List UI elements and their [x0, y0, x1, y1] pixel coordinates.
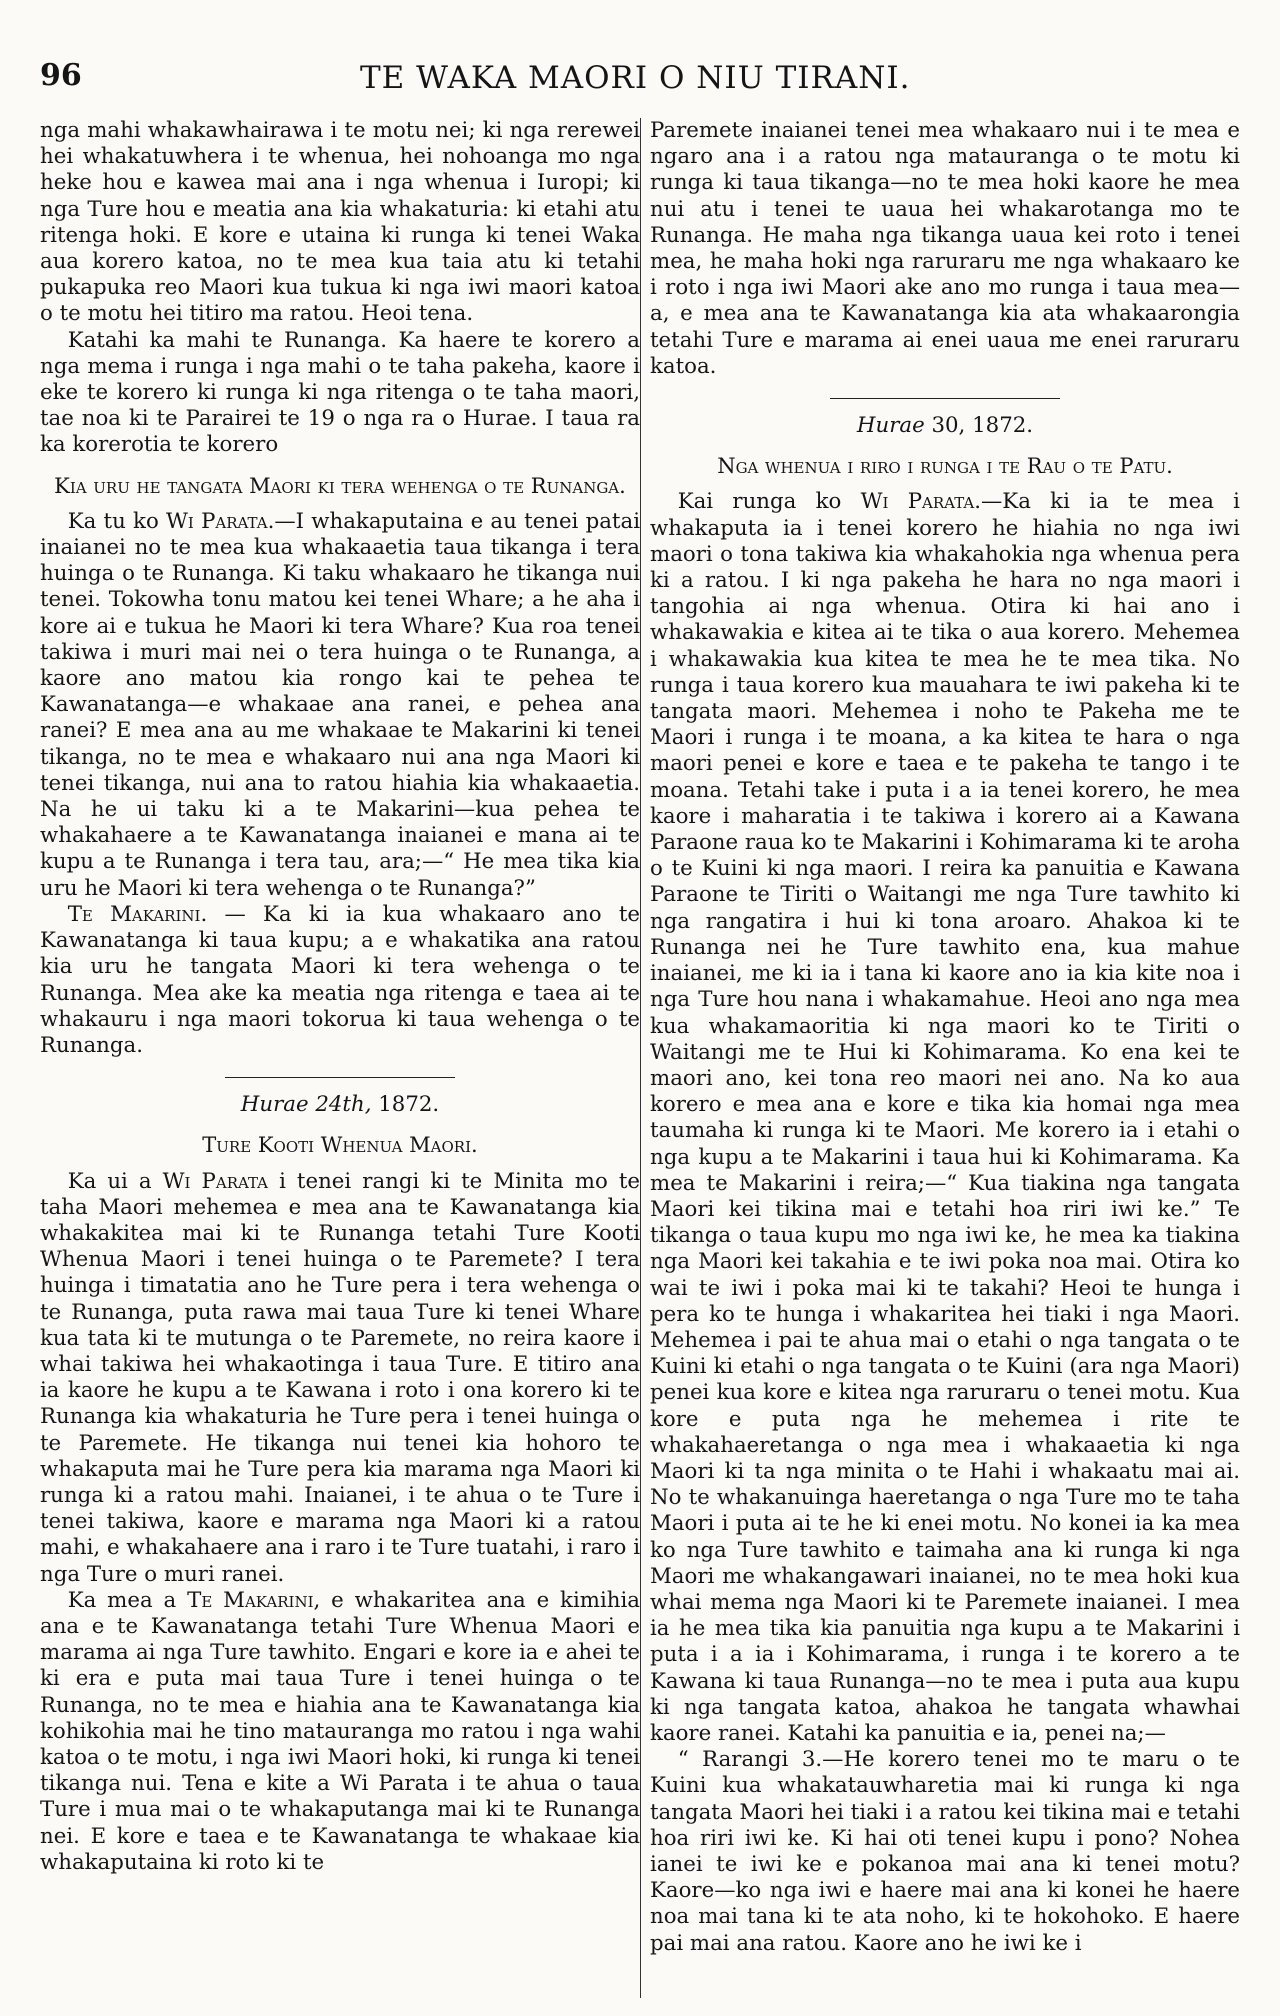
speaker-name: Wi Parata — [860, 489, 975, 515]
paragraph: Katahi ka mahi te Runanga. Ka haere te korero a nga mema i runga i nga mahi o te taha pakeha, kaore i eke te korero ki runga ki nga ritenga o te taha maori, tae noa ki te Parairei te 19 o nga ra o Hurae. I taua ra ka korerotia te korero — [40, 327, 640, 458]
paragraph: nga mahi whakawhairawa i te motu nei; ki nga rerewei hei whakatuwhera i te whenua, hei nohoanga mo nga heke hou e kawea mai ana i nga whenua i Iuropi; ki nga Ture hou e meatia ana kia whakaturia: ki etahi atu ritenga hoki. E kore e utaina ki runga ki tenei Waka aua korero katoa, no te mea kua taia atu ki tetahi pukapuka reo Maori kua tukua ki nga iwi maori katoa o te motu hei titiro ma ratou. Heoi tena. — [40, 118, 640, 327]
speaker-name: Te Makarini — [187, 1587, 314, 1613]
paragraph — [40, 1588, 640, 1876]
speech-text: .—I whakaputaina e au tenei patai inaianei no te mea kua whakaaetia taua tikanga i tera huinga o te Runanga. Ki taku whakaaro he tikanga nui tenei. Tokowha tonu matou kei tenei Whare; a he aha i kore ai e tukua he Maori ki tera Whare? Kua roa tenei takiwa i muri mai nei o tera huinga o te Runanga, a kaore ano matou kia rongo kai te pehea te Kawanatanga—e whakaae ana ranei, e pehea ana ranei? E mea ana au me whakaae te Makarini ki tenei tikanga, no te mea e whakaaro nui ana nga Maori ki tenei tikanga, nui ana to ratou hiahia kia whakaaetia. Na he ui taku ki a te Makarini—kua pehea te whakahaere a te Kawanatanga inaianei e mana ai te kupu a te Runanga i tera tau, ara;—“ He mea tika kia uru he Maori ki tera wehenga o te Runanga?” — [40, 508, 641, 901]
left-column — [40, 118, 640, 1876]
speaker-name: Te Makarini — [67, 901, 201, 927]
speech-text: .—Ka ki ia te mea i whakaputa ia i tenei korero he hiahia no nga iwi maori o tona takiwa kia whakahokia nga whenua pera ki a ratou. I ki nga pakeha he hara no nga maori i tangohia ai nga whenua. Otira ki hai ano i whakawakia e kitea ai te tika o aua korero. Mehemea i whakawakia kua kitea te mea he te mea tika. No runga i taua korero kua mauahara te iwi pakeha ki te tangata maori. Mehemea i noho te Pakeha me te Maori i runga i te moana, a ka kitea te hara o nga maori penei e kore e taea e te pakeha te tango i te moana. Tetahi take i puta i a ia tenei korero, he mea kaore i maharatia i te takiwa i korero ai a Kawana Paraone raua ko te Makarini i Kohimarama ki te aroha o te Kuini ki nga maori. I reira ka panuitia e Kawana Paraone te Tiriti o Waitangi me nga Ture tawhito ki nga rangatira i hui ki tona aroaro. Ahakoa ki te Runanga nei he Ture tawhito ena, kua mahue inaianei, me ki ia i tana ki kaore ano ia kia kite noa i nga Ture hou nana i whakamahue. Heoi ano nga mea kua whakamaoritia ki nga maori ko te Tiriti o Waitangi me te Hui ki Kohimarama. Ko ena kei te maori ano, kei tona reo maori nei ano. Na ko aua korero e mea ana e kore e tika kia homai nga mea taumaha ki runga ki te Maori. Me korero ia i etahi o nga kupu a te Makarini i taua hui ki Kohimarama. Ka mea te Makarini i reira;—“ Kua tiakina nga tangata Maori kei tikina mai e tetahi hoa riri iwi ke.” Te tikanga o taua kupu mo nga iwi ke, he mea ka tiakina nga Maori kei takahia e te iwi poka noa mai. Otira ko wai te iwi i poka mai ki te takahi? Heoi te hunga i pera ko te hunga i whakaritea hei tiaki i nga Maori. Mehemea i pai te ahua mai o etahi o nga tangata o te Kuini ki etahi o nga tangata o te Kuini (ara nga Maori) penei kua kore e kitea nga raruraru o tenei motu. Kua kore e puta nga he mehemea i rite te whakahaeretanga o nga mea i whakaaetia ki nga Maori ki ta nga minita o te Hahi i whakaatu mai ai. No te whakanuinga haeretanga o nga Ture mo te taha Maori i puta ai te he ki enei motu. No konei ia ka mea ko nga Ture tawhito e taimaha ana ki runga ki nga Maori me whakangawari inaianei, no te mea hoki kua whai mema nga Maori ki te Paremete inaianei. I mea ia he mea tika kia panuitia nga kupu a te Makarini i puta i a ia i Kohimarama, i runga i te korero a te Kawana ki taua Runanga—no te mea i puta aua kupu ki nga tangata katoa, ahakoa he tangata whawhai kaore ranei. Katahi ka panuitia e ia, penei na;— — [650, 489, 1240, 1746]
date-heading — [40, 1092, 640, 1118]
text-prefix: Ka mea a — [67, 1587, 188, 1613]
section-heading: Nga whenua i riro i runga i te Rau o te Patu. — [717, 454, 1173, 479]
text-prefix: Kai runga ko — [677, 489, 861, 515]
section-heading: Ture Kooti Whenua Maori. — [202, 1133, 478, 1158]
section-heading: Kia uru he tangata Maori ki tera wehenga o te Runanga. — [54, 473, 626, 498]
paragraph: “ Rarangi 3.—He korero tenei mo te maru o te Kuini kua whakatauwharetia mai ki runga ki nga tangata Maori hei tiaki i a ratou kei tikina mai e tetahi hoa riri iwi ke. Ki hai oti tenei kupu i pono? Nohea ianei te iwi ke e pokanoa mai ana ki tenei motu? Kaore—ko nga iwi e haere mai ana ki konei he haere noa mai tana ki te ata noho, ki te hokohoko. E haere pai mai ana ratou. Kaore ano he iwi ke i — [650, 1747, 1240, 1956]
paragraph — [40, 902, 640, 1059]
section-rule — [830, 398, 1060, 399]
text-prefix: Ka ui a — [67, 1168, 163, 1194]
date-italic: Hurae — [856, 413, 925, 439]
speaker-name: Wi Parata — [162, 1168, 269, 1194]
column-divider — [640, 118, 641, 1998]
date-heading — [650, 413, 1240, 439]
paragraph — [650, 489, 1240, 1747]
paragraph — [40, 509, 640, 902]
page-number: 96 — [40, 58, 82, 93]
speech-text: i tenei rangi ki te Minita mo te taha Maori mehemea e mea ana te Kawanatanga kia whakakitea mai ki te Runanga tetahi Ture Kooti Whenua Maori i tenei huinga o te Paremete? I tera huinga i timatatia ano he Ture pera i tera wehenga o te Runanga, puta rawa mai taua Ture ki tenei Whare kua tata ki te mutunga o te Paremete, no reira kaore i whai takiwa hei whakaotinga i taua Ture. E titiro ana ia kaore he kupu a te Kawana i roto i ona korero ki te Runanga kia whakaturia he Ture pera i tenei huinga o te Paremete. He tikanga nui tenei kia hohoro te whakaputa mai he Ture pera kia marama nga Maori ki runga ki a ratou mahi. Inaianei, i te ahua o te Ture i tenei takiwa, kaore e marama nga Maori ki a ratou mahi, e whakahaere ana i raro i te Ture tuatahi, i raro i nga Ture o muri ranei. — [40, 1168, 640, 1587]
speaker-name: Wi Parata — [166, 508, 268, 534]
date-year: 30, 1872. — [924, 413, 1034, 439]
date-italic: Hurae 24th, — [240, 1092, 372, 1118]
paragraph: Paremete inaianei tenei mea whakaaro nui i te mea e ngaro ana i a ratou nga matauranga o te motu ki runga ki taua tikanga—no te mea hoki kaore he mea nui atu i tenei te uaua hei whakarotanga mo te Runanga. He maha nga tikanga uaua kei roto i tenei mea, he maha hoki nga raruraru me nga whakaaro ke i roto i nga iwi Maori ake ano mo runga i taua mea—a, e mea ana te Kawanatanga kia ata whakaarongia tetahi Ture e marama ai enei uaua me enei raruraru katoa. — [650, 118, 1240, 379]
page-header — [40, 58, 1040, 108]
running-title: TE WAKA MAORI O NIU TIRANI. — [360, 60, 911, 96]
right-column — [650, 118, 1240, 1957]
speech-text: , e whakaritea ana e kimihia ana e te Kawanatanga tetahi Ture Whenua Maori e marama ai nga Ture tawhito. Engari e kore ia e ahei te ki era e puta mai taua Ture i tenei huinga o te Runanga, no te mea e hiahia ana te Kawanatanga kia kohikohia mai he tino matauranga mo ratou i nga wahi katoa o te motu, i nga iwi Maori hoki, ki runga ki tenei tikanga nui. Tena e kite a Wi Parata i te ahua o taua Ture i mua mai o te whakaputanga mai ki te Runanga nei. E kore e taea e te Kawanatanga te whakaae kia whakaputaina ki roto ki te — [40, 1587, 641, 1875]
speech-text: . — Ka ki ia kua whakaaro ano te Kawanatanga ki taua kupu; a e whakatika ana ratou kia uru he tangata Maori ki tera wehenga o te Runanga. Mea ake ka meatia nga ritenga e taea ai te whakauru i nga maori tokorua ki taua wehenga o te Runanga. — [40, 901, 640, 1058]
paragraph — [40, 1169, 640, 1588]
section-rule — [225, 1077, 455, 1078]
text-prefix: Ka tu ko — [67, 508, 167, 534]
date-year: 1872. — [371, 1092, 440, 1118]
